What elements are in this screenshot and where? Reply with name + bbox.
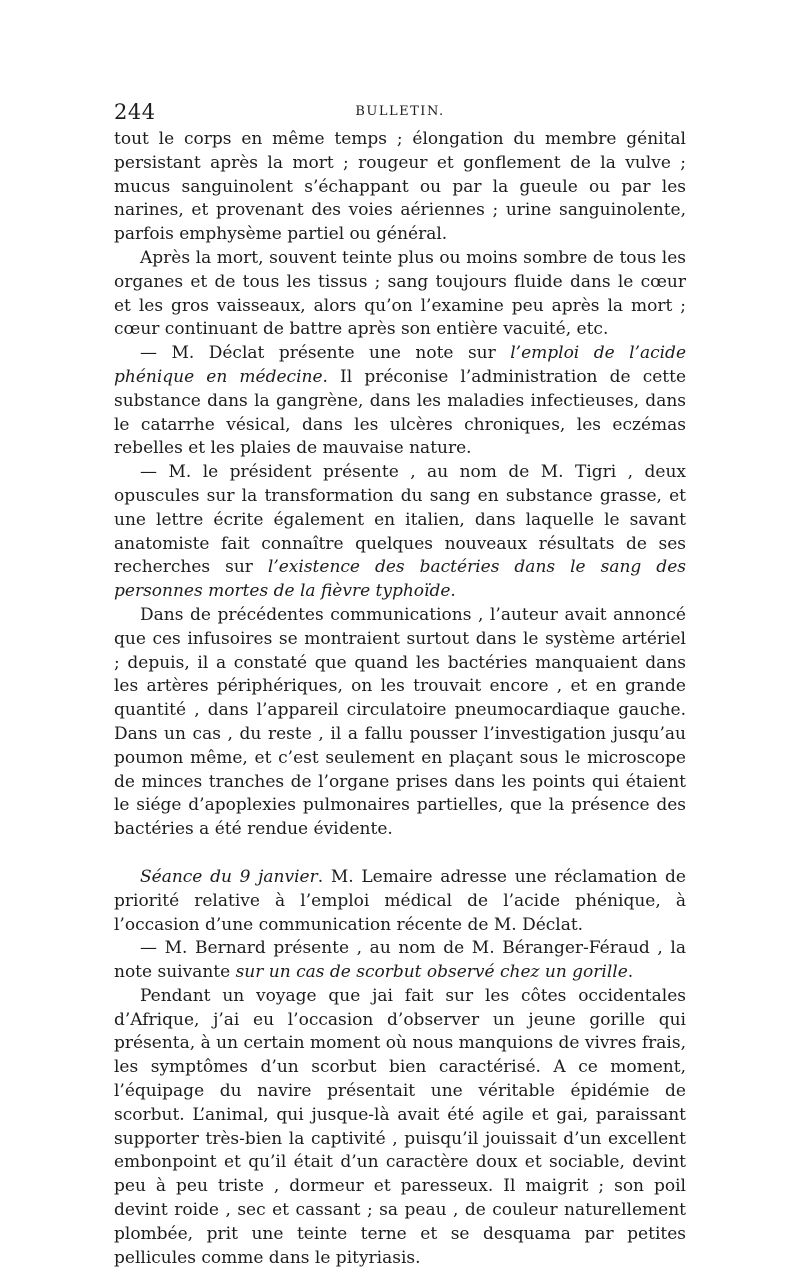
paragraph [114, 604, 686, 842]
italic-text: Séance du 9 janvier [140, 866, 318, 887]
paragraph [114, 128, 686, 247]
paragraph [114, 985, 686, 1270]
italic-text: l’existence des bactéries dans le sang des personnes mortes de la fièvre typhoïde [114, 557, 686, 602]
page-number: 244 [114, 100, 156, 124]
paragraph [114, 461, 686, 604]
text-run: . [627, 962, 634, 983]
text-run: — M. le président présente , au nom de M. Tigri , deux opuscules sur la transformation du sang en substance grasse, et une lettre écrite également en italien, dans laquelle le savant anatomiste fait connaître quelques nouveaux résultats de ses recherches sur [114, 462, 686, 578]
text-run: Après la mort, souvent teinte plus ou moins sombre de tous les organes et de tous les tissus ; sang toujours fluide dans le cœur et les gros vaisseaux, alors qu’on l’examine peu après la mort ; cœur continuant de battre après son entière vacuité, etc. [114, 247, 686, 340]
italic-text: sur un cas de scorbut observé chez un gorille [235, 962, 628, 983]
body-text [114, 128, 686, 1270]
page-header [114, 100, 686, 124]
text-run: — M. Bernard présente , au nom de M. Béranger-Féraud , la note suivante [114, 938, 686, 983]
text-run: . Il préconise l’administration de cette substance dans la gangrène, dans les maladies infectieuses, dans le catarrhe vésical, dans les ulcères chroniques, les eczémas rebelles et les plaies de mauvaise nature. [114, 366, 686, 459]
paragraph [114, 247, 686, 342]
text-run: Pendant un voyage que jai fait sur les côtes occidentales d’Afrique, j’ai eu l’occasion d’observer un jeune gorille qui présenta, à un certain moment où nous manquions de vivres frais, les symptômes d’un scorbut bien caractérisé. A ce moment, l’équipage du navire présentait une véritable épidémie de scorbut. L’animal, qui jusque-là avait été agile et gai, paraissant supporter très-bien la captivité , puisqu’il jouissait d’un excellent embonpoint et qu’il était d’un caractère doux et sociable, devint peu à peu triste , dormeur et paresseux. Il maigrit ; son poil devint roide , sec et cassant ; sa peau , de couleur naturellement plombée, prit une teinte terne et se desquama par petites pellicules comme dans le pityriasis. [114, 985, 686, 1268]
paragraph [114, 866, 686, 937]
text-run: tout le corps en même temps ; élongation du membre génital persistant après la mort ; rougeur et gonflement de la vulve ; mucus sanguinolent s’échappant ou par la gueule ou par les narines, et provenant des voies aériennes ; urine sanguinolente, parfois emphysème partiel ou général. [114, 129, 686, 245]
paragraph [114, 342, 686, 461]
text-run: — M. Déclat présente une note sur [140, 343, 511, 364]
running-title: BULLETIN. [355, 104, 445, 119]
text-run: Dans de précédentes communications , l’auteur avait annoncé que ces infusoires se montraient surtout dans le système artériel ; depuis, il a constaté que quand les bactéries manquaient dans les artères périphériques, on les trouvait encore , et en grande quantité , dans l’appareil circulatoire pneumocardiaque gauche. Dans un cas , du reste , il a fallu pousser l’investigation jusqu’au poumon même, et c’est seulement en plaçant sous le microscope de minces tranches de l’organe prises dans les points qui étaient le siége d’apoplexies pulmonaires partielles, que la présence des bactéries a été rendue évidente. [114, 604, 686, 840]
text-run: . [450, 581, 456, 602]
text-run: . M. Lemaire adresse une réclamation de priorité relative à l’emploi médical de l’acide phénique, à l’occasion d’une communication récente de M. Déclat. [114, 866, 686, 935]
italic-text: l’emploi de l’acide phénique en médecine [114, 343, 687, 387]
paragraph [114, 937, 686, 985]
